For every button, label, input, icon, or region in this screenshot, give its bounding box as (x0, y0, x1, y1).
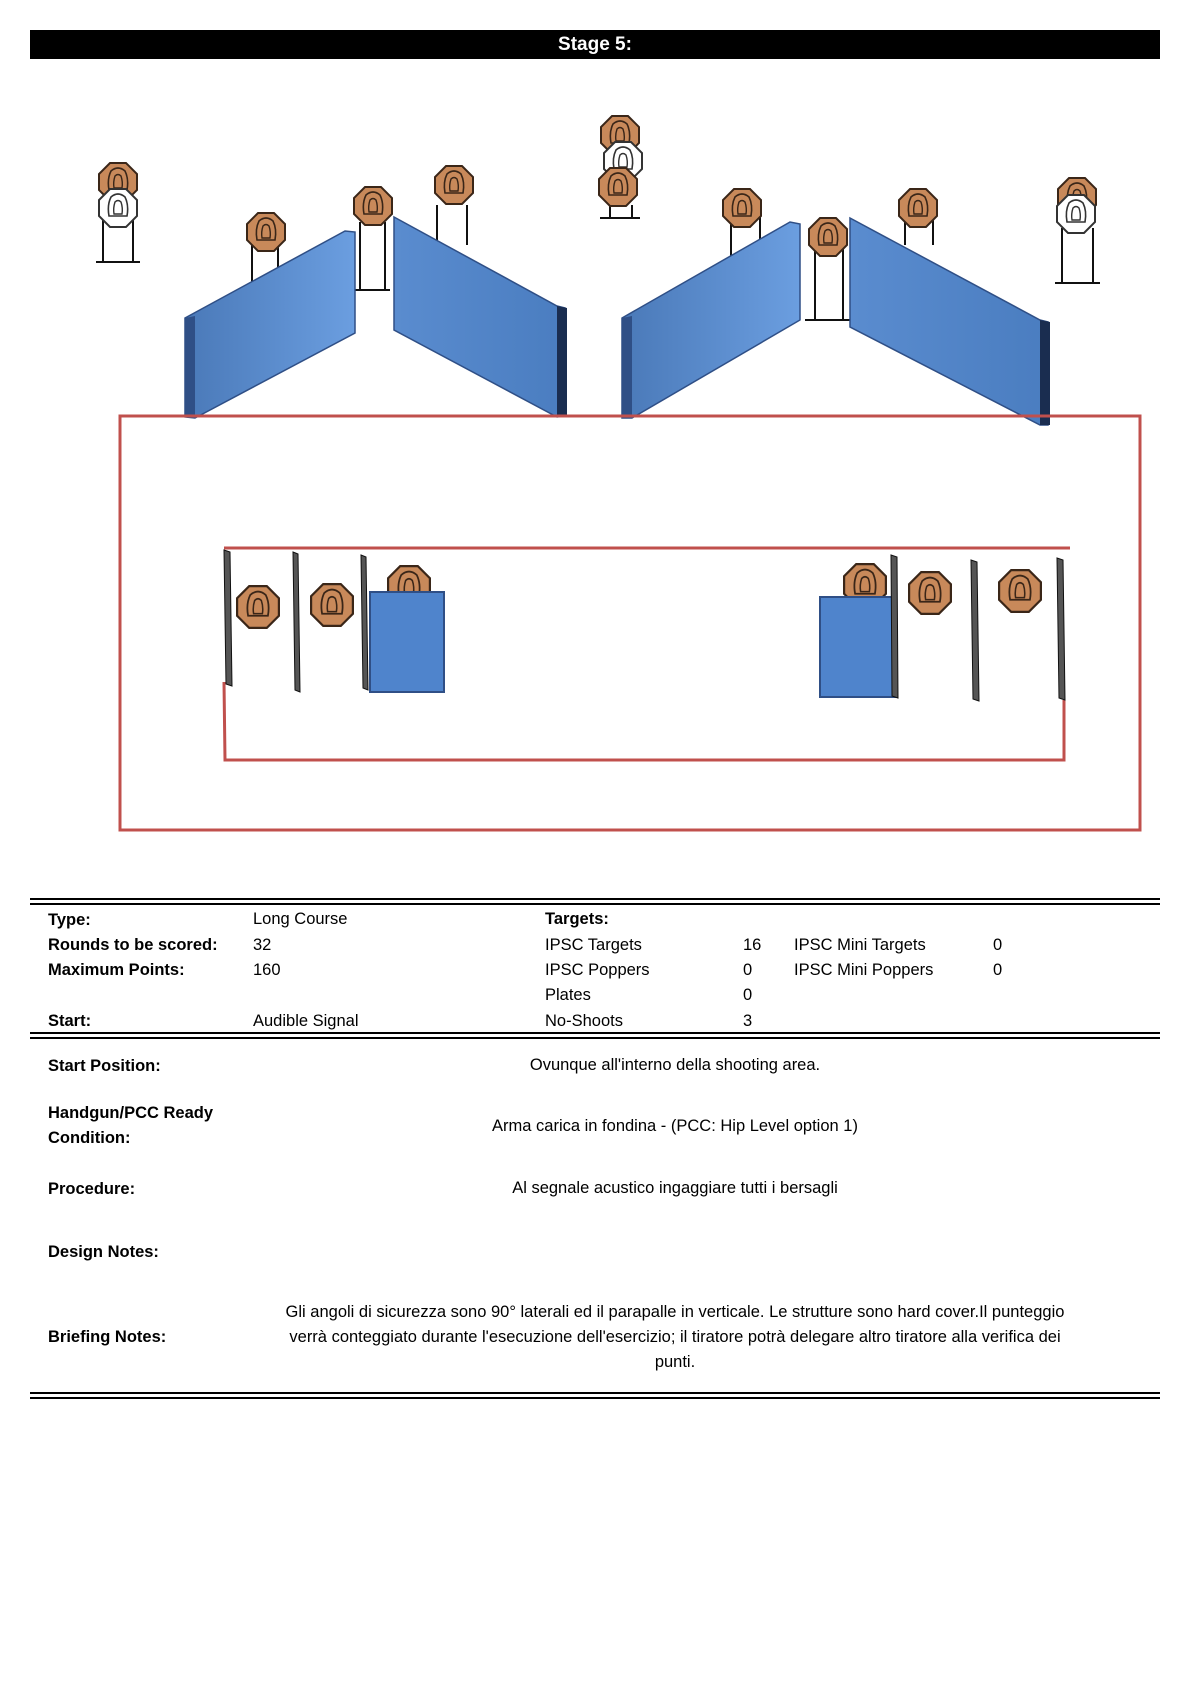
ipsc-target-icon (999, 570, 1041, 612)
targets-label: Targets: (545, 910, 609, 928)
wall-right-a (622, 222, 800, 418)
ipsc-target-icon (237, 586, 279, 628)
mini-poppers-label: IPSC Mini Poppers (794, 961, 934, 979)
ipsc-target-icon (247, 213, 285, 251)
ipsc-target-icon (809, 218, 847, 256)
summary-table (30, 905, 1160, 1032)
start-label: Start: (48, 1012, 92, 1030)
ready-condition-label: Handgun/PCC Ready Condition: (48, 1104, 214, 1147)
double-rule-bottom (30, 1392, 1160, 1399)
ipsc-target-icon (909, 572, 951, 614)
start-position-label: Start Position: (48, 1057, 161, 1075)
briefing-notes-label: Briefing Notes: (48, 1328, 167, 1346)
barrel-right (820, 597, 895, 697)
wall-left-a (185, 231, 355, 418)
ipsc-target-icon (723, 189, 761, 227)
rounds-label: Rounds to be scored: (48, 936, 218, 954)
mini-targets-label: IPSC Mini Targets (794, 936, 926, 954)
procedure-row (30, 1164, 1160, 1227)
rounds-value: 32 (253, 936, 272, 954)
type-label: Type: (48, 911, 91, 929)
ipsc-target-icon (599, 168, 637, 206)
points-value: 160 (253, 961, 281, 979)
wall-left-b (394, 217, 567, 417)
ready-condition-row (30, 1101, 1160, 1164)
wall-right-b (850, 218, 1050, 425)
ipsc-target-icon (354, 187, 392, 225)
mini-poppers-value: 0 (993, 961, 1003, 979)
procedure-value: Al segnale acustico ingaggiare tutti i bersagli (512, 1179, 838, 1197)
plates-value: 0 (743, 986, 753, 1004)
no-shoots-value: 3 (743, 1012, 753, 1030)
ipsc-targets-label: IPSC Targets (545, 936, 642, 954)
no-shoots-label: No-Shoots (545, 1012, 623, 1030)
ipsc-targets-value: 16 (743, 936, 762, 954)
plates-label: Plates (545, 986, 591, 1004)
double-rule-middle (30, 1032, 1160, 1039)
briefing-notes-row (30, 1282, 1160, 1392)
double-rule-top (30, 898, 1160, 905)
mini-targets-value: 0 (993, 936, 1003, 954)
type-value: Long Course (253, 910, 348, 928)
ipsc-target-icon (899, 189, 937, 227)
procedure-label: Procedure: (48, 1180, 136, 1198)
design-notes-row (30, 1227, 1160, 1282)
ipsc-target-icon (311, 584, 353, 626)
ready-condition-value: Arma carica in fondina - (PCC: Hip Level option 1) (492, 1117, 858, 1135)
barrel-left (370, 592, 444, 692)
briefing-notes-value: Gli angoli di sicurezza sono 90° laterali ed il parapalle in verticale. Le strutture sono hard cover.Il punteggio verrà conteggiato durante l'esecuzione dell'esercizio; il tiratore potrà delegare altro tiratore alla verifica dei punti. (285, 1303, 1065, 1371)
stage-info (30, 898, 1160, 1399)
start-position-value: Ovunque all'interno della shooting area. (529, 1056, 821, 1074)
ipsc-target-icon (435, 166, 473, 204)
no-shoot-icon (99, 189, 137, 227)
points-label: Maximum Points: (48, 961, 185, 979)
ipsc-poppers-value: 0 (743, 961, 753, 979)
start-value: Audible Signal (253, 1012, 359, 1030)
ipsc-poppers-label: IPSC Poppers (545, 961, 650, 979)
stage-title: Stage 5: (30, 30, 1160, 59)
design-notes-label: Design Notes: (48, 1243, 159, 1261)
start-position-row (30, 1039, 1160, 1101)
stage-diagram (0, 80, 1191, 860)
no-shoot-icon (1057, 195, 1095, 233)
